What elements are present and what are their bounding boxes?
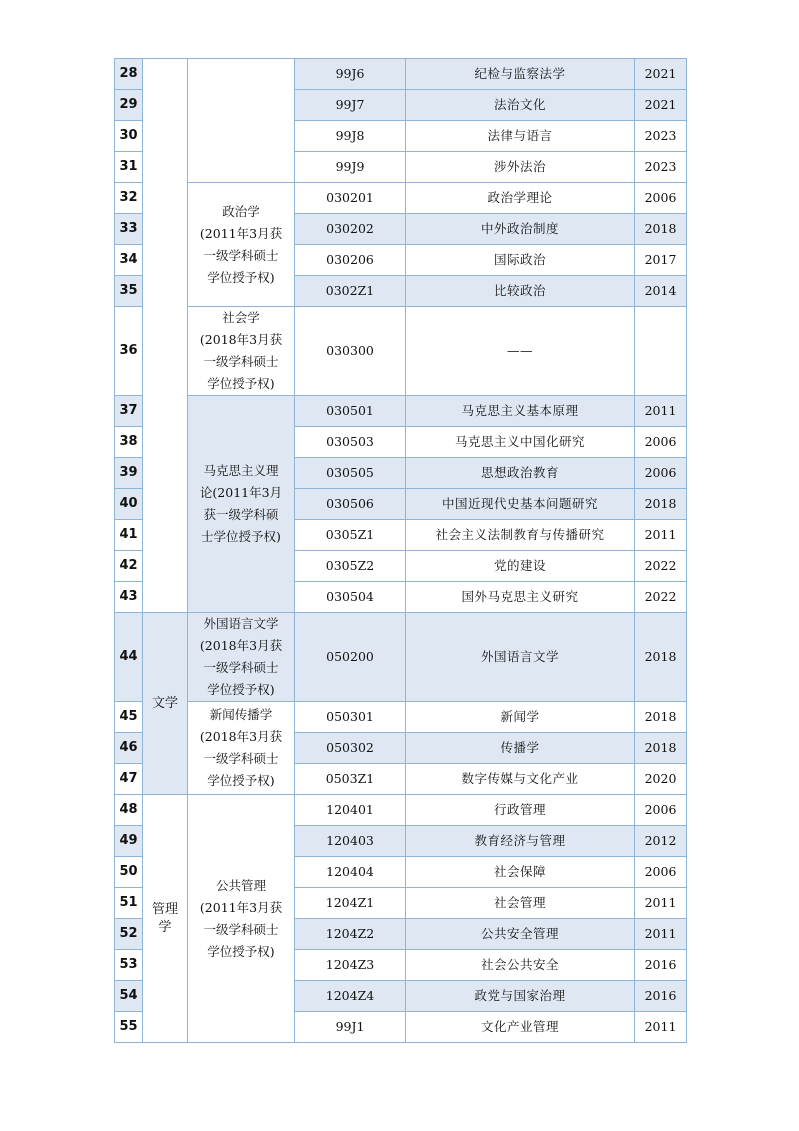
row-number: 33 xyxy=(115,214,143,245)
discipline-year: 2011 xyxy=(635,1012,687,1043)
discipline-year: 2006 xyxy=(635,458,687,489)
discipline-code: 1204Z2 xyxy=(295,919,406,950)
row-number: 41 xyxy=(115,520,143,551)
row-number: 29 xyxy=(115,90,143,121)
discipline-code: 120401 xyxy=(295,795,406,826)
row-number: 37 xyxy=(115,396,143,427)
subject-line: (2011年3月获 xyxy=(199,899,283,915)
discipline-year: 2006 xyxy=(635,427,687,458)
category-literature: 文学 xyxy=(143,613,188,795)
subject-line: 一级学科硕士 xyxy=(203,247,279,263)
row-number: 51 xyxy=(115,888,143,919)
row-number: 36 xyxy=(115,307,143,396)
table-row xyxy=(115,613,687,702)
subject-foreign-languages xyxy=(188,613,295,702)
discipline-name: 中外政治制度 xyxy=(406,214,635,245)
row-number: 44 xyxy=(115,613,143,702)
row-number: 30 xyxy=(115,121,143,152)
discipline-code: 99J7 xyxy=(295,90,406,121)
discipline-code: 99J1 xyxy=(295,1012,406,1043)
subject-line: 一级学科硕士 xyxy=(203,354,279,369)
table-row xyxy=(115,59,687,90)
discipline-code: 030300 xyxy=(295,307,406,396)
discipline-name: 法治文化 xyxy=(406,90,635,121)
table-row xyxy=(115,795,687,826)
row-number: 45 xyxy=(115,702,143,733)
subject-line: (2018年3月获 xyxy=(199,332,283,347)
discipline-year: 2018 xyxy=(635,733,687,764)
discipline-name: 外国语言文学 xyxy=(406,613,635,702)
discipline-name: 纪检与监察法学 xyxy=(406,59,635,90)
discipline-code: 0305Z2 xyxy=(295,551,406,582)
discipline-name: 公共安全管理 xyxy=(406,919,635,950)
discipline-code: 99J9 xyxy=(295,152,406,183)
row-number: 31 xyxy=(115,152,143,183)
discipline-code: 1204Z3 xyxy=(295,950,406,981)
discipline-code: 030504 xyxy=(295,582,406,613)
row-number: 46 xyxy=(115,733,143,764)
subject-line: 马克思主义理 xyxy=(203,463,279,478)
row-number: 39 xyxy=(115,458,143,489)
discipline-name: 国际政治 xyxy=(406,245,635,276)
discipline-code: 0305Z1 xyxy=(295,520,406,551)
row-number: 43 xyxy=(115,582,143,613)
discipline-code: 0302Z1 xyxy=(295,276,406,307)
discipline-name: 比较政治 xyxy=(406,276,635,307)
subject-line: 公共管理 xyxy=(215,877,266,893)
subject-line: 社会学 xyxy=(222,310,260,325)
discipline-code: 1204Z1 xyxy=(295,888,406,919)
row-number: 38 xyxy=(115,427,143,458)
table-row xyxy=(115,307,687,396)
discipline-name: 社会管理 xyxy=(406,888,635,919)
discipline-name: 新闻学 xyxy=(406,702,635,733)
category-cell-law xyxy=(143,59,188,613)
discipline-year: 2006 xyxy=(635,857,687,888)
discipline-code: 99J8 xyxy=(295,121,406,152)
discipline-code: 1204Z4 xyxy=(295,981,406,1012)
discipline-name: 政党与国家治理 xyxy=(406,981,635,1012)
discipline-code: 030206 xyxy=(295,245,406,276)
row-number: 47 xyxy=(115,764,143,795)
discipline-name: 马克思主义基本原理 xyxy=(406,396,635,427)
subject-public-administration xyxy=(188,795,295,1043)
discipline-name: 党的建设 xyxy=(406,551,635,582)
subject-line: 政治学 xyxy=(222,203,260,219)
discipline-year: 2020 xyxy=(635,764,687,795)
discipline-code: 050301 xyxy=(295,702,406,733)
discipline-name: 文化产业管理 xyxy=(406,1012,635,1043)
subject-marxism xyxy=(188,396,295,613)
subject-line: 学位授予权) xyxy=(207,376,275,391)
discipline-name: 政治学理论 xyxy=(406,183,635,214)
subject-line: 获一级学科硕 xyxy=(203,507,279,522)
discipline-code: 120404 xyxy=(295,857,406,888)
discipline-name: 社会主义法制教育与传播研究 xyxy=(406,520,635,551)
discipline-name: —— xyxy=(406,307,635,396)
subject-line: 学位授予权) xyxy=(207,943,275,959)
subject-journalism xyxy=(188,702,295,795)
discipline-name: 马克思主义中国化研究 xyxy=(406,427,635,458)
row-number: 52 xyxy=(115,919,143,950)
row-number: 53 xyxy=(115,950,143,981)
discipline-year: 2023 xyxy=(635,121,687,152)
row-number: 49 xyxy=(115,826,143,857)
category-line: 学 xyxy=(158,919,172,935)
subject-cell-empty xyxy=(188,59,295,183)
discipline-year: 2011 xyxy=(635,396,687,427)
subject-line: 学位授予权) xyxy=(207,773,275,788)
discipline-year: 2022 xyxy=(635,582,687,613)
discipline-code: 050200 xyxy=(295,613,406,702)
discipline-code: 030506 xyxy=(295,489,406,520)
discipline-name: 社会保障 xyxy=(406,857,635,888)
subject-line: 论(2011年3月 xyxy=(199,485,283,500)
subject-line: 一级学科硕士 xyxy=(203,751,279,766)
row-number: 40 xyxy=(115,489,143,520)
discipline-code: 030503 xyxy=(295,427,406,458)
discipline-code: 050302 xyxy=(295,733,406,764)
subject-political-science xyxy=(188,183,295,307)
row-number: 28 xyxy=(115,59,143,90)
discipline-year: 2018 xyxy=(635,489,687,520)
discipline-year: 2018 xyxy=(635,214,687,245)
subject-line: 新闻传播学 xyxy=(209,707,273,722)
discipline-code: 030202 xyxy=(295,214,406,245)
discipline-year: 2023 xyxy=(635,152,687,183)
discipline-name: 行政管理 xyxy=(406,795,635,826)
subject-line: 一级学科硕士 xyxy=(203,921,279,937)
subject-line: 外国语言文学 xyxy=(203,616,279,631)
discipline-name: 数字传媒与文化产业 xyxy=(406,764,635,795)
discipline-year: 2012 xyxy=(635,826,687,857)
discipline-year: 2011 xyxy=(635,888,687,919)
discipline-year: 2018 xyxy=(635,613,687,702)
discipline-code: 99J6 xyxy=(295,59,406,90)
row-number: 48 xyxy=(115,795,143,826)
category-management xyxy=(143,795,188,1043)
discipline-code: 030505 xyxy=(295,458,406,489)
discipline-name: 社会公共安全 xyxy=(406,950,635,981)
table-row xyxy=(115,396,687,427)
subject-line: 士学位授予权) xyxy=(201,529,281,544)
discipline-name: 法律与语言 xyxy=(406,121,635,152)
subject-line: (2011年3月获 xyxy=(199,225,283,241)
discipline-year: 2016 xyxy=(635,981,687,1012)
row-number: 35 xyxy=(115,276,143,307)
table-row xyxy=(115,702,687,733)
subject-line: (2018年3月获 xyxy=(199,638,283,653)
discipline-code: 0503Z1 xyxy=(295,764,406,795)
discipline-code: 030501 xyxy=(295,396,406,427)
discipline-year: 2018 xyxy=(635,702,687,733)
subject-line: 一级学科硕士 xyxy=(203,660,279,675)
discipline-name: 中国近现代史基本问题研究 xyxy=(406,489,635,520)
discipline-year: 2017 xyxy=(635,245,687,276)
discipline-year: 2006 xyxy=(635,183,687,214)
discipline-year: 2014 xyxy=(635,276,687,307)
subject-line: 学位授予权) xyxy=(207,269,275,285)
discipline-code: 120403 xyxy=(295,826,406,857)
row-number: 55 xyxy=(115,1012,143,1043)
discipline-name: 传播学 xyxy=(406,733,635,764)
discipline-year: 2021 xyxy=(635,59,687,90)
row-number: 42 xyxy=(115,551,143,582)
category-line: 管理 xyxy=(151,901,178,917)
subject-line: 学位授予权) xyxy=(207,682,275,697)
discipline-year: 2011 xyxy=(635,520,687,551)
discipline-year: 2011 xyxy=(635,919,687,950)
row-number: 50 xyxy=(115,857,143,888)
subject-sociology xyxy=(188,307,295,396)
discipline-name: 教育经济与管理 xyxy=(406,826,635,857)
table-row xyxy=(115,183,687,214)
discipline-table xyxy=(114,58,687,1043)
subject-line: (2018年3月获 xyxy=(199,729,283,744)
discipline-name: 思想政治教育 xyxy=(406,458,635,489)
row-number: 34 xyxy=(115,245,143,276)
discipline-code: 030201 xyxy=(295,183,406,214)
row-number: 32 xyxy=(115,183,143,214)
discipline-year xyxy=(635,307,687,396)
discipline-year: 2016 xyxy=(635,950,687,981)
discipline-year: 2022 xyxy=(635,551,687,582)
discipline-year: 2006 xyxy=(635,795,687,826)
discipline-name: 国外马克思主义研究 xyxy=(406,582,635,613)
row-number: 54 xyxy=(115,981,143,1012)
discipline-name: 涉外法治 xyxy=(406,152,635,183)
discipline-year: 2021 xyxy=(635,90,687,121)
